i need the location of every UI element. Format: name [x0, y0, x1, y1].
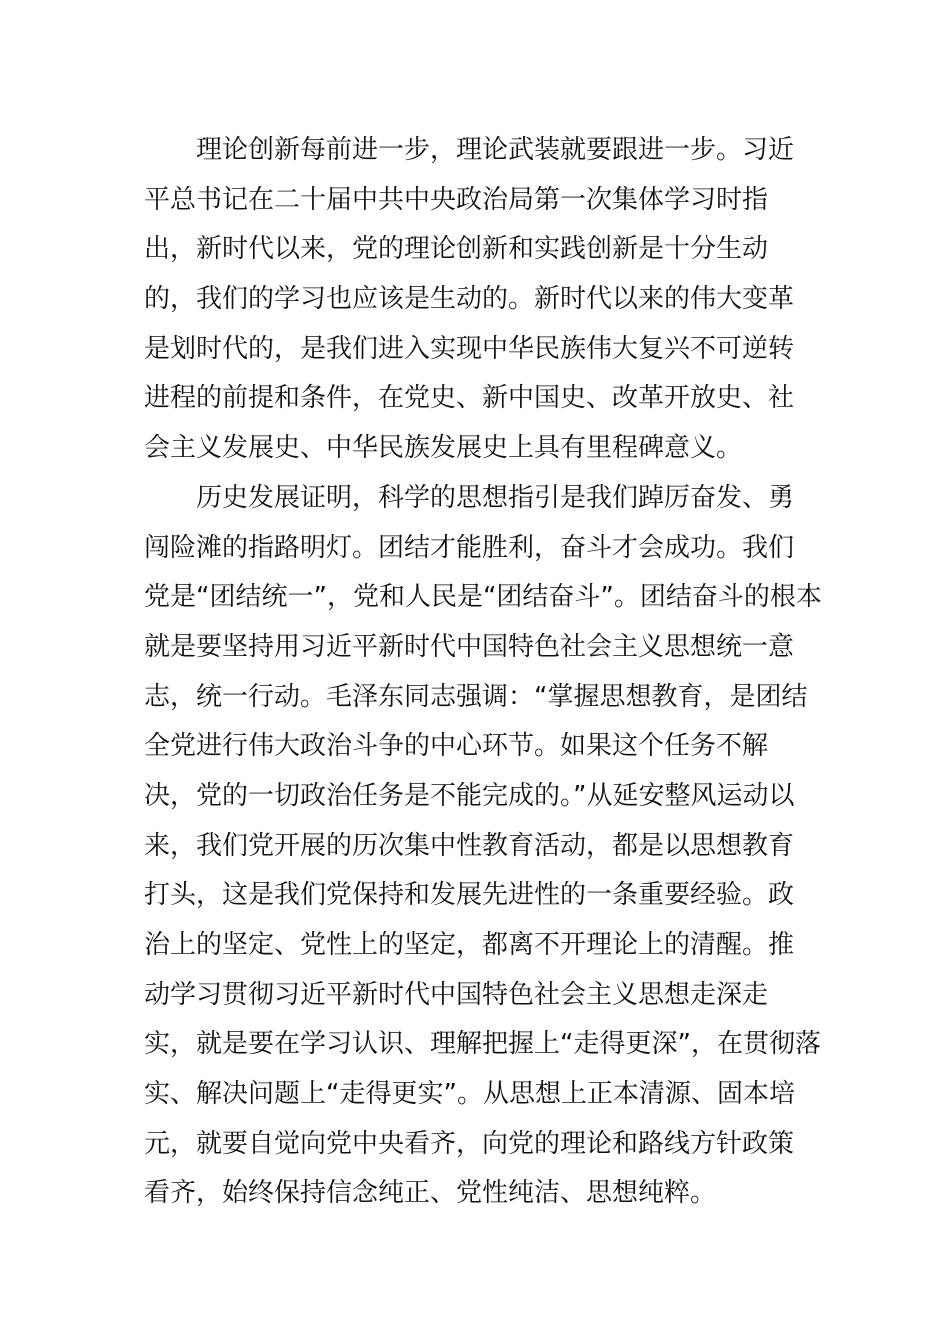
- text-line: 平总书记在二十届中共中央政治局第一次集体学习时指: [144, 184, 769, 215]
- text-line: 治上的坚定、党性上的坚定，都离不开理论上的清醒。推: [144, 930, 795, 960]
- text-line: 的，我们的学习也应该是生动的。新时代以来的伟大变革: [144, 284, 795, 315]
- text-line: 出，新时代以来，党的理论创新和实践创新是十分生动: [144, 234, 769, 265]
- text-line: 是划时代的，是我们进入实现中华民族伟大复兴不可逆转: [144, 333, 795, 364]
- text-line: 来，我们党开展的历次集中性教育活动，都是以思想教育: [144, 830, 795, 861]
- text-line: 打头，这是我们党保持和发展先进性的一条重要经验。政: [144, 880, 795, 911]
- text-line: 实，就是要在学习认识、理解把握上“走得更深”，在贯彻落: [144, 1029, 821, 1060]
- text-line: 看齐，始终保持信念纯正、党性纯洁、思想纯粹。: [144, 1178, 717, 1209]
- text-line: 动学习贯彻习近平新时代中国特色社会主义思想走深走: [144, 979, 769, 1010]
- text-line: 实、解决问题上“走得更实”。从思想上正本清源、固本培: [144, 1079, 795, 1110]
- text-line: 会主义发展史、中华民族发展史上具有里程碑意义。: [144, 433, 743, 464]
- body-text: [144, 126, 824, 1219]
- text-line: 党是“团结统一”，党和人民是“团结奋斗”。团结奋斗的根本: [144, 582, 822, 613]
- text-line: 全党进行伟大政治斗争的中心环节。如果这个任务不解: [144, 731, 769, 762]
- paragraph-first-line: 历史发展证明，科学的思想指引是我们踔厉奋发、勇: [196, 482, 795, 513]
- text-line: 元，就要自觉向党中央看齐，向党的理论和路线方针政策: [144, 1128, 795, 1159]
- text-line: 闯险滩的指路明灯。团结才能胜利，奋斗才会成功。我们: [144, 532, 795, 563]
- text-line: 进程的前提和条件，在党史、新中国史、改革开放史、社: [144, 383, 795, 414]
- paragraph-first-line: 理论创新每前进一步，理论武装就要跟进一步。习近: [196, 135, 795, 165]
- text-line: 决，党的一切政治任务是不能完成的。”从延安整风运动以: [144, 780, 795, 811]
- text-line: 就是要坚持用习近平新时代中国特色社会主义思想统一意: [144, 631, 795, 662]
- text-line: 志，统一行动。毛泽东同志强调：“掌握思想教育，是团结: [144, 681, 808, 712]
